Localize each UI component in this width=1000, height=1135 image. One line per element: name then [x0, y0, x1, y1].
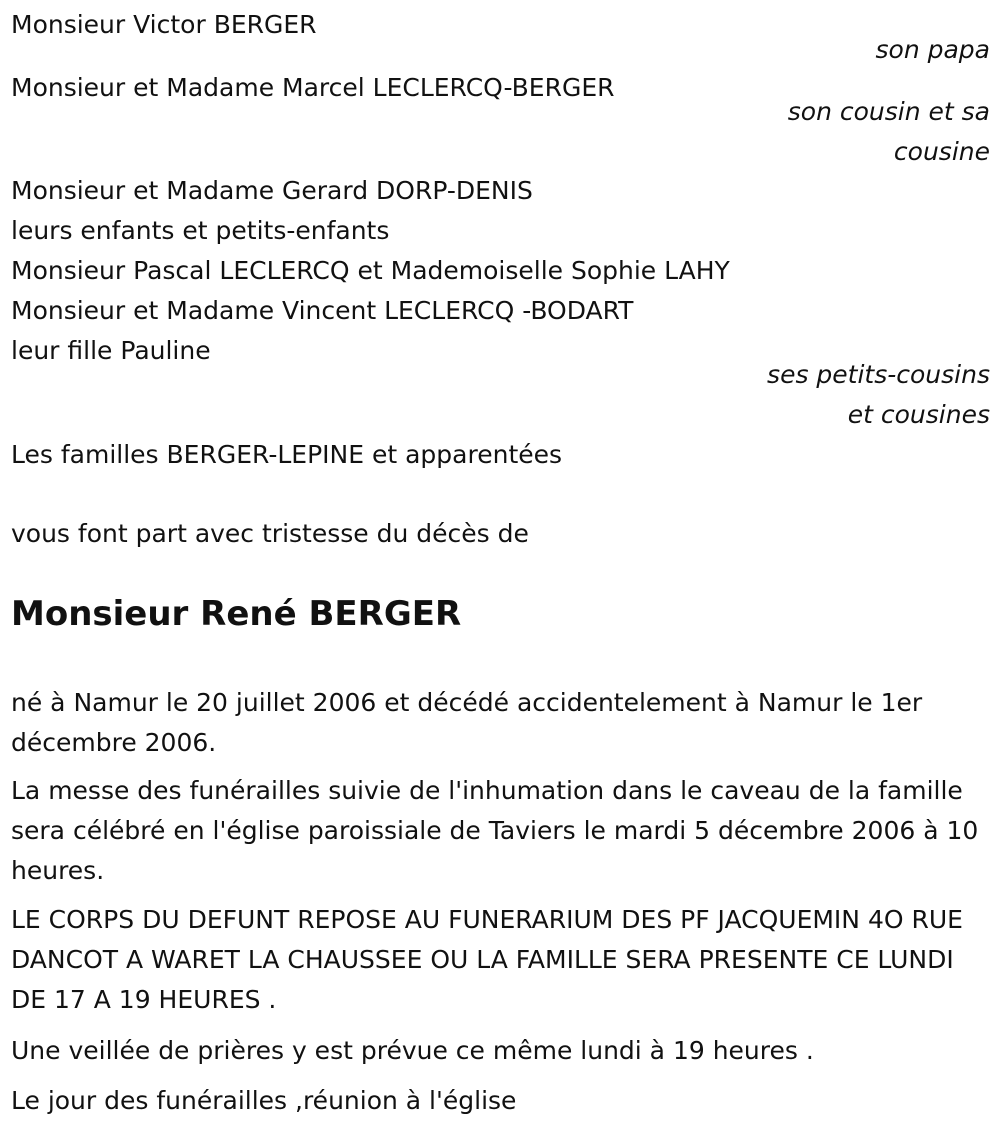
- family-members-berger-lepine: Les familles BERGER-LEPINE et apparentées: [11, 440, 563, 469]
- funeral-mass-details: La messe des funérailles suivie de l'inhumation dans le caveau de la famille sera célébré en l'église paroissiale de Taviers le mardi 5 décembre 2006 à 10 heures.: [11, 776, 979, 885]
- relation-cousin-line-1: son cousin et sa: [787, 97, 990, 126]
- family-member-dorp-children: leurs enfants et petits-enfants: [11, 216, 390, 245]
- relation-cousin-line-2: cousine: [893, 137, 990, 166]
- funerarium-details: LE CORPS DU DEFUNT REPOSE AU FUNERARIUM DES PF JACQUEMIN 4O RUE DANCOT A WARET LA CHAUSSEE OU LA FAMILLE SERA PRESENTE CE LUNDI DE 17 A 19 HEURES .: [11, 905, 963, 1014]
- family-member-pascal: Monsieur Pascal LECLERCQ et Mademoiselle Sophie LAHY: [11, 256, 730, 285]
- announcement-text: vous font part avec tristesse du décès de: [11, 519, 529, 548]
- family-member-victor: Monsieur Victor BERGER: [11, 10, 317, 39]
- deceased-name: Monsieur René BERGER: [11, 594, 462, 634]
- family-member-vincent: Monsieur et Madame Vincent LECLERCQ -BODART: [11, 296, 634, 325]
- family-member-leclercq-berger: Monsieur et Madame Marcel LECLERCQ-BERGER: [11, 73, 615, 102]
- family-member-dorp-denis: Monsieur et Madame Gerard DORP-DENIS: [11, 176, 533, 205]
- relation-petits-cousins-line-1: ses petits-cousins: [767, 360, 990, 389]
- relation-petits-cousins-line-2: et cousines: [847, 400, 990, 429]
- birth-death-details: né à Namur le 20 juillet 2006 et décédé accidentelement à Namur le 1er décembre 2006.: [11, 688, 923, 757]
- family-member-pauline: leur fille Pauline: [11, 336, 211, 365]
- relation-son-papa: son papa: [875, 35, 990, 64]
- vigil-details: Une veillée de prières y est prévue ce même lundi à 19 heures .: [11, 1036, 814, 1065]
- meeting-details: Le jour des funérailles ,réunion à l'église: [11, 1086, 517, 1115]
